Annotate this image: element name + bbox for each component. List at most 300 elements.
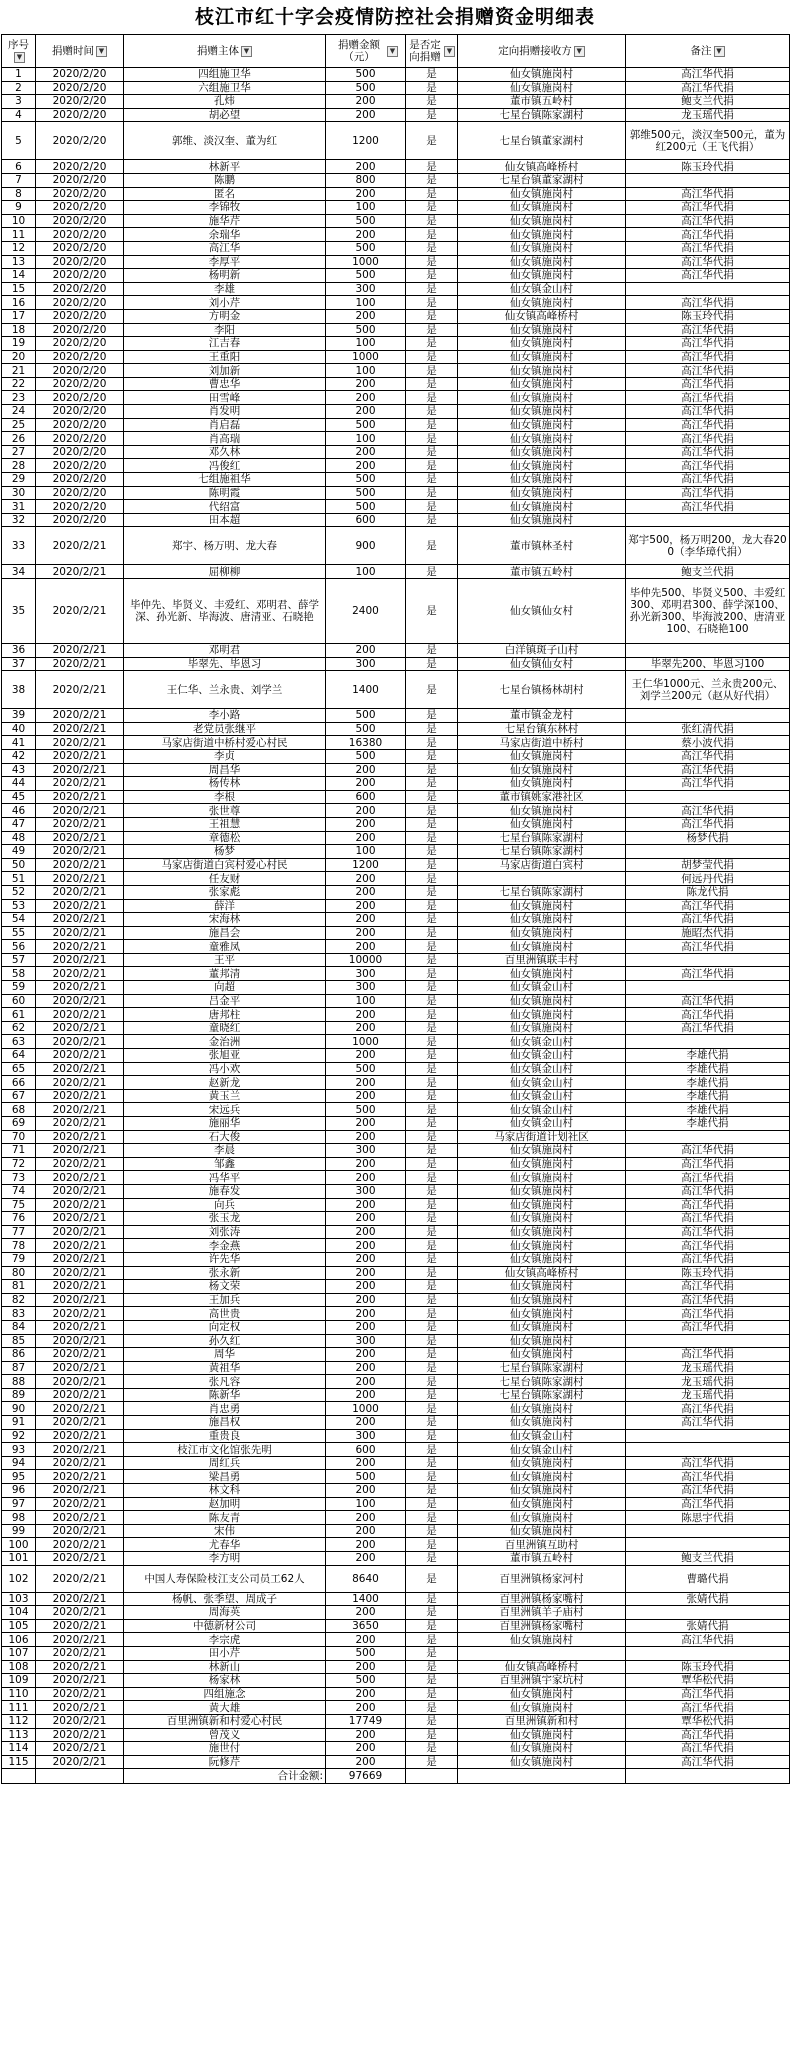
remark-cell: 高江华代捐 <box>626 255 790 269</box>
remark-cell: 高江华代捐 <box>626 405 790 419</box>
filter-dropdown-icon[interactable]: ▼ <box>96 46 107 57</box>
donor-cell: 重贵良 <box>124 1429 326 1443</box>
directed-flag-cell: 是 <box>406 1117 458 1131</box>
directed-flag-cell: 是 <box>406 1646 458 1660</box>
recipient-cell: 仙女镇高峰桥村 <box>458 1660 626 1674</box>
recipient-cell: 七星台镇陈家湖村 <box>458 108 626 122</box>
row-number-cell: 40 <box>2 722 36 736</box>
row-number-cell: 4 <box>2 108 36 122</box>
remark-cell: 龙玉瑶代捐 <box>626 108 790 122</box>
donation-date-cell: 2020/2/21 <box>36 953 124 967</box>
amount-cell: 500 <box>326 749 406 763</box>
donor-cell: 邓明君 <box>124 644 326 658</box>
row-number-cell: 21 <box>2 364 36 378</box>
remark-cell: 陈玉玲代捐 <box>626 1266 790 1280</box>
amount-cell: 8640 <box>326 1565 406 1592</box>
table-row <box>2 994 790 1008</box>
row-number-cell: 83 <box>2 1307 36 1321</box>
header-cell <box>36 35 124 68</box>
donor-cell: 胡必望 <box>124 108 326 122</box>
header-label: 是否定向捐赠 <box>409 39 441 63</box>
recipient-cell: 白洋镇斑子山村 <box>458 644 626 658</box>
filter-dropdown-icon[interactable]: ▼ <box>444 46 455 57</box>
amount-cell: 600 <box>326 790 406 804</box>
directed-flag-cell: 是 <box>406 228 458 242</box>
donor-cell: 向兵 <box>124 1198 326 1212</box>
recipient-cell: 仙女镇施岗村 <box>458 1728 626 1742</box>
amount-cell: 200 <box>326 1293 406 1307</box>
remark-cell: 曹璐代捐 <box>626 1565 790 1592</box>
donation-date-cell: 2020/2/21 <box>36 1660 124 1674</box>
row-number-cell: 113 <box>2 1728 36 1742</box>
amount-cell: 300 <box>326 981 406 995</box>
directed-flag-cell: 是 <box>406 1388 458 1402</box>
directed-flag-cell: 是 <box>406 736 458 750</box>
remark-cell: 高江华代捐 <box>626 1171 790 1185</box>
header-label: 定向捐赠接收方 <box>498 45 572 57</box>
recipient-cell: 七星台镇陈家湖村 <box>458 1361 626 1375</box>
amount-cell: 1400 <box>326 671 406 709</box>
remark-cell: 鲍支兰代捐 <box>626 1552 790 1566</box>
remark-cell: 高江华代捐 <box>626 1225 790 1239</box>
amount-cell: 100 <box>326 565 406 579</box>
directed-flag-cell: 是 <box>406 187 458 201</box>
filter-dropdown-icon[interactable]: ▼ <box>387 46 398 57</box>
donor-cell: 唐邦柱 <box>124 1008 326 1022</box>
directed-flag-cell: 是 <box>406 160 458 174</box>
row-number-cell: 12 <box>2 241 36 255</box>
donation-date-cell: 2020/2/20 <box>36 445 124 459</box>
row-number-cell: 41 <box>2 736 36 750</box>
directed-flag-cell: 是 <box>406 1443 458 1457</box>
donation-date-cell: 2020/2/21 <box>36 1728 124 1742</box>
amount-cell: 200 <box>326 831 406 845</box>
row-number-cell: 6 <box>2 160 36 174</box>
row-number-cell: 15 <box>2 282 36 296</box>
donor-cell: 施昌权 <box>124 1416 326 1430</box>
donation-date-cell: 2020/2/20 <box>36 122 124 160</box>
donor-cell: 冯小欢 <box>124 1062 326 1076</box>
recipient-cell: 仙女镇施岗村 <box>458 459 626 473</box>
remark-cell: 龙玉瑶代捐 <box>626 1375 790 1389</box>
table-row <box>2 1388 790 1402</box>
donation-date-cell: 2020/2/20 <box>36 513 124 527</box>
recipient-cell: 七星台镇陈家湖村 <box>458 1375 626 1389</box>
remark-cell <box>626 513 790 527</box>
donation-date-cell: 2020/2/20 <box>36 323 124 337</box>
row-number-cell: 101 <box>2 1552 36 1566</box>
table-row <box>2 108 790 122</box>
recipient-cell: 仙女镇施岗村 <box>458 1184 626 1198</box>
directed-flag-cell: 是 <box>406 940 458 954</box>
filter-dropdown-icon[interactable]: ▼ <box>574 46 585 57</box>
recipient-cell: 仙女镇金山村 <box>458 1443 626 1457</box>
directed-flag-cell: 是 <box>406 432 458 446</box>
remark-cell: 高江华代捐 <box>626 804 790 818</box>
remark-cell <box>626 790 790 804</box>
remark-cell: 高江华代捐 <box>626 337 790 351</box>
remark-cell: 龙玉瑶代捐 <box>626 1388 790 1402</box>
donation-date-cell: 2020/2/21 <box>36 1606 124 1620</box>
donor-cell: 赵新龙 <box>124 1076 326 1090</box>
table-row <box>2 269 790 283</box>
remark-cell: 高江华代捐 <box>626 1157 790 1171</box>
row-number-cell: 58 <box>2 967 36 981</box>
donation-date-cell: 2020/2/21 <box>36 804 124 818</box>
recipient-cell: 七星台镇陈家湖村 <box>458 1388 626 1402</box>
row-number-cell: 39 <box>2 709 36 723</box>
recipient-cell: 仙女镇施岗村 <box>458 1334 626 1348</box>
row-number-cell: 48 <box>2 831 36 845</box>
table-row <box>2 981 790 995</box>
table-row <box>2 1266 790 1280</box>
amount-cell: 500 <box>326 241 406 255</box>
donor-cell: 田本超 <box>124 513 326 527</box>
recipient-cell: 仙女镇施岗村 <box>458 513 626 527</box>
recipient-cell: 仙女镇施岗村 <box>458 296 626 310</box>
amount-cell: 200 <box>326 1008 406 1022</box>
remark-cell: 施昭杰代捐 <box>626 926 790 940</box>
table-row <box>2 1171 790 1185</box>
donation-date-cell: 2020/2/21 <box>36 790 124 804</box>
remark-cell: 陈玉玲代捐 <box>626 160 790 174</box>
directed-flag-cell: 是 <box>406 872 458 886</box>
recipient-cell: 仙女镇施岗村 <box>458 1157 626 1171</box>
recipient-cell: 七星台镇陈家湖村 <box>458 845 626 859</box>
directed-flag-cell: 是 <box>406 1375 458 1389</box>
table-row <box>2 736 790 750</box>
amount-cell: 200 <box>326 445 406 459</box>
donor-cell: 向定权 <box>124 1320 326 1334</box>
directed-flag-cell: 是 <box>406 418 458 432</box>
donor-cell: 张凡容 <box>124 1375 326 1389</box>
directed-flag-cell: 是 <box>406 282 458 296</box>
row-number-cell: 27 <box>2 445 36 459</box>
directed-flag-cell: 是 <box>406 1606 458 1620</box>
directed-flag-cell: 是 <box>406 1076 458 1090</box>
amount-cell: 200 <box>326 1117 406 1131</box>
recipient-cell: 七星台镇杨林胡村 <box>458 671 626 709</box>
remark-cell: 高江华代捐 <box>626 473 790 487</box>
row-number-cell: 106 <box>2 1633 36 1647</box>
recipient-cell: 仙女镇施岗村 <box>458 1171 626 1185</box>
row-number-cell: 11 <box>2 228 36 242</box>
recipient-cell: 仙女镇施岗村 <box>458 68 626 82</box>
directed-flag-cell: 是 <box>406 1687 458 1701</box>
remark-cell: 高江华代捐 <box>626 486 790 500</box>
donation-date-cell: 2020/2/21 <box>36 858 124 872</box>
donor-cell: 四组施念 <box>124 1687 326 1701</box>
donor-cell: 施华芹 <box>124 214 326 228</box>
amount-cell: 500 <box>326 709 406 723</box>
amount-cell: 200 <box>326 1375 406 1389</box>
row-number-cell: 88 <box>2 1375 36 1389</box>
row-number-cell: 30 <box>2 486 36 500</box>
directed-flag-cell: 是 <box>406 1035 458 1049</box>
recipient-cell: 仙女镇施岗村 <box>458 1348 626 1362</box>
recipient-cell: 仙女镇仙女村 <box>458 657 626 671</box>
donor-cell: 吕金平 <box>124 994 326 1008</box>
row-number-cell: 19 <box>2 337 36 351</box>
amount-cell: 500 <box>326 214 406 228</box>
remark-cell: 高江华代捐 <box>626 1280 790 1294</box>
row-number-cell: 25 <box>2 418 36 432</box>
donor-cell: 施世付 <box>124 1742 326 1756</box>
amount-cell: 100 <box>326 296 406 310</box>
recipient-cell: 仙女镇金山村 <box>458 1117 626 1131</box>
directed-flag-cell: 是 <box>406 1402 458 1416</box>
donor-cell: 肖启磊 <box>124 418 326 432</box>
donation-date-cell: 2020/2/21 <box>36 940 124 954</box>
directed-flag-cell: 是 <box>406 1266 458 1280</box>
table-row <box>2 1687 790 1701</box>
table-row <box>2 500 790 514</box>
donation-date-cell: 2020/2/20 <box>36 377 124 391</box>
row-number-cell: 95 <box>2 1470 36 1484</box>
amount-cell: 200 <box>326 885 406 899</box>
amount-cell: 200 <box>326 1701 406 1715</box>
row-number-cell: 76 <box>2 1212 36 1226</box>
directed-flag-cell: 是 <box>406 269 458 283</box>
table-row <box>2 1552 790 1566</box>
donation-date-cell: 2020/2/21 <box>36 845 124 859</box>
amount-cell: 200 <box>326 1266 406 1280</box>
directed-flag-cell: 是 <box>406 1021 458 1035</box>
recipient-cell <box>458 1646 626 1660</box>
remark-cell: 高江华代捐 <box>626 1184 790 1198</box>
directed-flag-cell: 是 <box>406 1062 458 1076</box>
row-number-cell: 26 <box>2 432 36 446</box>
amount-cell: 200 <box>326 1538 406 1552</box>
table-row <box>2 579 790 644</box>
donor-cell: 李阳 <box>124 323 326 337</box>
table-row <box>2 296 790 310</box>
donation-date-cell: 2020/2/21 <box>36 565 124 579</box>
table-row <box>2 1470 790 1484</box>
recipient-cell: 仙女镇金山村 <box>458 981 626 995</box>
directed-flag-cell: 是 <box>406 255 458 269</box>
directed-flag-cell: 是 <box>406 1470 458 1484</box>
directed-flag-cell: 是 <box>406 1660 458 1674</box>
donor-cell: 肖高瑞 <box>124 432 326 446</box>
donor-cell: 宋伟 <box>124 1524 326 1538</box>
remark-cell: 高江华代捐 <box>626 1348 790 1362</box>
donation-date-cell: 2020/2/21 <box>36 1633 124 1647</box>
directed-flag-cell: 是 <box>406 1524 458 1538</box>
amount-cell: 100 <box>326 432 406 446</box>
table-row <box>2 473 790 487</box>
table-row <box>2 1320 790 1334</box>
donation-date-cell: 2020/2/21 <box>36 1225 124 1239</box>
row-number-cell: 89 <box>2 1388 36 1402</box>
remark-cell: 高江华代捐 <box>626 269 790 283</box>
donation-date-cell: 2020/2/20 <box>36 81 124 95</box>
remark-cell <box>626 282 790 296</box>
amount-cell: 200 <box>326 1742 406 1756</box>
amount-cell: 200 <box>326 763 406 777</box>
remark-cell: 王仁华1000元、兰永贵200元、刘学兰200元（赵从好代捐） <box>626 671 790 709</box>
recipient-cell: 仙女镇施岗村 <box>458 1021 626 1035</box>
row-number-cell: 90 <box>2 1402 36 1416</box>
header-cell <box>626 35 790 68</box>
directed-flag-cell: 是 <box>406 749 458 763</box>
table-row <box>2 1239 790 1253</box>
remark-cell <box>626 1334 790 1348</box>
directed-flag-cell: 是 <box>406 1565 458 1592</box>
table-row <box>2 1484 790 1498</box>
row-number-cell: 50 <box>2 858 36 872</box>
donor-cell: 李方明 <box>124 1552 326 1566</box>
donation-date-cell: 2020/2/20 <box>36 95 124 109</box>
table-row <box>2 173 790 187</box>
table-row <box>2 1144 790 1158</box>
donation-date-cell: 2020/2/21 <box>36 1062 124 1076</box>
filter-dropdown-icon[interactable]: ▼ <box>714 46 725 57</box>
recipient-cell: 仙女镇施岗村 <box>458 337 626 351</box>
remark-cell: 高江华代捐 <box>626 763 790 777</box>
header-cell <box>124 35 326 68</box>
row-number-cell: 92 <box>2 1429 36 1443</box>
row-number-cell: 97 <box>2 1497 36 1511</box>
donor-cell: 毕仲先、毕贤义、丰爱红、邓明君、薛学深、孙光新、毕海波、唐清亚、石晓艳 <box>124 579 326 644</box>
donation-date-cell: 2020/2/21 <box>36 1157 124 1171</box>
directed-flag-cell: 是 <box>406 1293 458 1307</box>
recipient-cell: 仙女镇施岗村 <box>458 817 626 831</box>
table-row <box>2 1280 790 1294</box>
donation-date-cell: 2020/2/21 <box>36 994 124 1008</box>
directed-flag-cell: 是 <box>406 831 458 845</box>
filter-dropdown-icon[interactable]: ▼ <box>14 52 25 63</box>
remark-cell: 杨梦代捐 <box>626 831 790 845</box>
remark-cell: 李雄代捐 <box>626 1103 790 1117</box>
amount-cell: 300 <box>326 1144 406 1158</box>
donation-date-cell: 2020/2/20 <box>36 405 124 419</box>
row-number-cell: 34 <box>2 565 36 579</box>
directed-flag-cell: 是 <box>406 350 458 364</box>
recipient-cell: 仙女镇施岗村 <box>458 1225 626 1239</box>
table-row <box>2 1443 790 1457</box>
amount-cell: 800 <box>326 173 406 187</box>
remark-cell: 高江华代捐 <box>626 445 790 459</box>
donation-date-cell: 2020/2/21 <box>36 1280 124 1294</box>
remark-cell: 高江华代捐 <box>626 68 790 82</box>
donation-date-cell: 2020/2/21 <box>36 1674 124 1688</box>
recipient-cell: 七星台镇董家湖村 <box>458 173 626 187</box>
directed-flag-cell: 是 <box>406 1552 458 1566</box>
table-row <box>2 350 790 364</box>
recipient-cell: 仙女镇施岗村 <box>458 377 626 391</box>
donor-cell: 王平 <box>124 953 326 967</box>
directed-flag-cell: 是 <box>406 459 458 473</box>
remark-cell: 高江华代捐 <box>626 1701 790 1715</box>
recipient-cell: 仙女镇施岗村 <box>458 364 626 378</box>
table-row <box>2 1646 790 1660</box>
donor-cell: 尤春华 <box>124 1538 326 1552</box>
recipient-cell: 仙女镇施岗村 <box>458 1307 626 1321</box>
recipient-cell: 马家店街道中桥村 <box>458 736 626 750</box>
amount-cell: 200 <box>326 1225 406 1239</box>
directed-flag-cell: 是 <box>406 1130 458 1144</box>
table-row <box>2 565 790 579</box>
table-row <box>2 68 790 82</box>
donor-cell: 郑宇、杨万明、龙大春 <box>124 527 326 565</box>
donation-date-cell: 2020/2/21 <box>36 1171 124 1185</box>
donation-date-cell: 2020/2/20 <box>36 486 124 500</box>
donor-cell: 孔炜 <box>124 95 326 109</box>
row-number-cell: 66 <box>2 1076 36 1090</box>
amount-cell: 200 <box>326 1089 406 1103</box>
donation-date-cell: 2020/2/20 <box>36 432 124 446</box>
directed-flag-cell: 是 <box>406 405 458 419</box>
amount-cell: 600 <box>326 1443 406 1457</box>
donor-cell: 刘加新 <box>124 364 326 378</box>
row-number-cell: 43 <box>2 763 36 777</box>
donor-cell: 阮修芹 <box>124 1755 326 1769</box>
row-number-cell: 85 <box>2 1334 36 1348</box>
recipient-cell: 仙女镇施岗村 <box>458 350 626 364</box>
table-row <box>2 1117 790 1131</box>
recipient-cell: 仙女镇金山村 <box>458 1049 626 1063</box>
recipient-cell: 仙女镇施岗村 <box>458 1484 626 1498</box>
amount-cell: 200 <box>326 1320 406 1334</box>
donation-date-cell: 2020/2/21 <box>36 671 124 709</box>
recipient-cell: 董市镇五岭村 <box>458 95 626 109</box>
table-row <box>2 364 790 378</box>
directed-flag-cell: 是 <box>406 296 458 310</box>
row-number-cell: 13 <box>2 255 36 269</box>
recipient-cell: 仙女镇施岗村 <box>458 81 626 95</box>
recipient-cell: 仙女镇施岗村 <box>458 1633 626 1647</box>
filter-dropdown-icon[interactable]: ▼ <box>241 46 252 57</box>
remark-cell <box>626 644 790 658</box>
remark-cell <box>626 709 790 723</box>
donor-cell: 曾茂义 <box>124 1728 326 1742</box>
table-row <box>2 405 790 419</box>
table-row <box>2 899 790 913</box>
directed-flag-cell: 是 <box>406 309 458 323</box>
row-number-cell: 14 <box>2 269 36 283</box>
amount-cell: 200 <box>326 817 406 831</box>
directed-flag-cell: 是 <box>406 337 458 351</box>
remark-cell: 高江华代捐 <box>626 749 790 763</box>
donor-cell: 张玉龙 <box>124 1212 326 1226</box>
table-row <box>2 1008 790 1022</box>
donation-date-cell: 2020/2/21 <box>36 1619 124 1633</box>
row-number-cell: 33 <box>2 527 36 565</box>
recipient-cell: 仙女镇施岗村 <box>458 418 626 432</box>
directed-flag-cell: 是 <box>406 108 458 122</box>
remark-cell: 高江华代捐 <box>626 432 790 446</box>
amount-cell: 200 <box>326 1049 406 1063</box>
donor-cell: 宋海林 <box>124 913 326 927</box>
donor-cell: 周海英 <box>124 1606 326 1620</box>
table-row <box>2 1742 790 1756</box>
recipient-cell: 仙女镇施岗村 <box>458 749 626 763</box>
remark-cell: 高江华代捐 <box>626 418 790 432</box>
recipient-cell: 仙女镇施岗村 <box>458 1293 626 1307</box>
amount-cell: 500 <box>326 500 406 514</box>
donor-cell: 施昌会 <box>124 926 326 940</box>
table-row <box>2 1592 790 1606</box>
recipient-cell: 仙女镇施岗村 <box>458 214 626 228</box>
row-number-cell: 3 <box>2 95 36 109</box>
recipient-cell: 仙女镇施岗村 <box>458 323 626 337</box>
donation-date-cell: 2020/2/21 <box>36 709 124 723</box>
row-number-cell: 44 <box>2 777 36 791</box>
amount-cell: 200 <box>326 1198 406 1212</box>
row-number-cell: 102 <box>2 1565 36 1592</box>
table-row <box>2 160 790 174</box>
